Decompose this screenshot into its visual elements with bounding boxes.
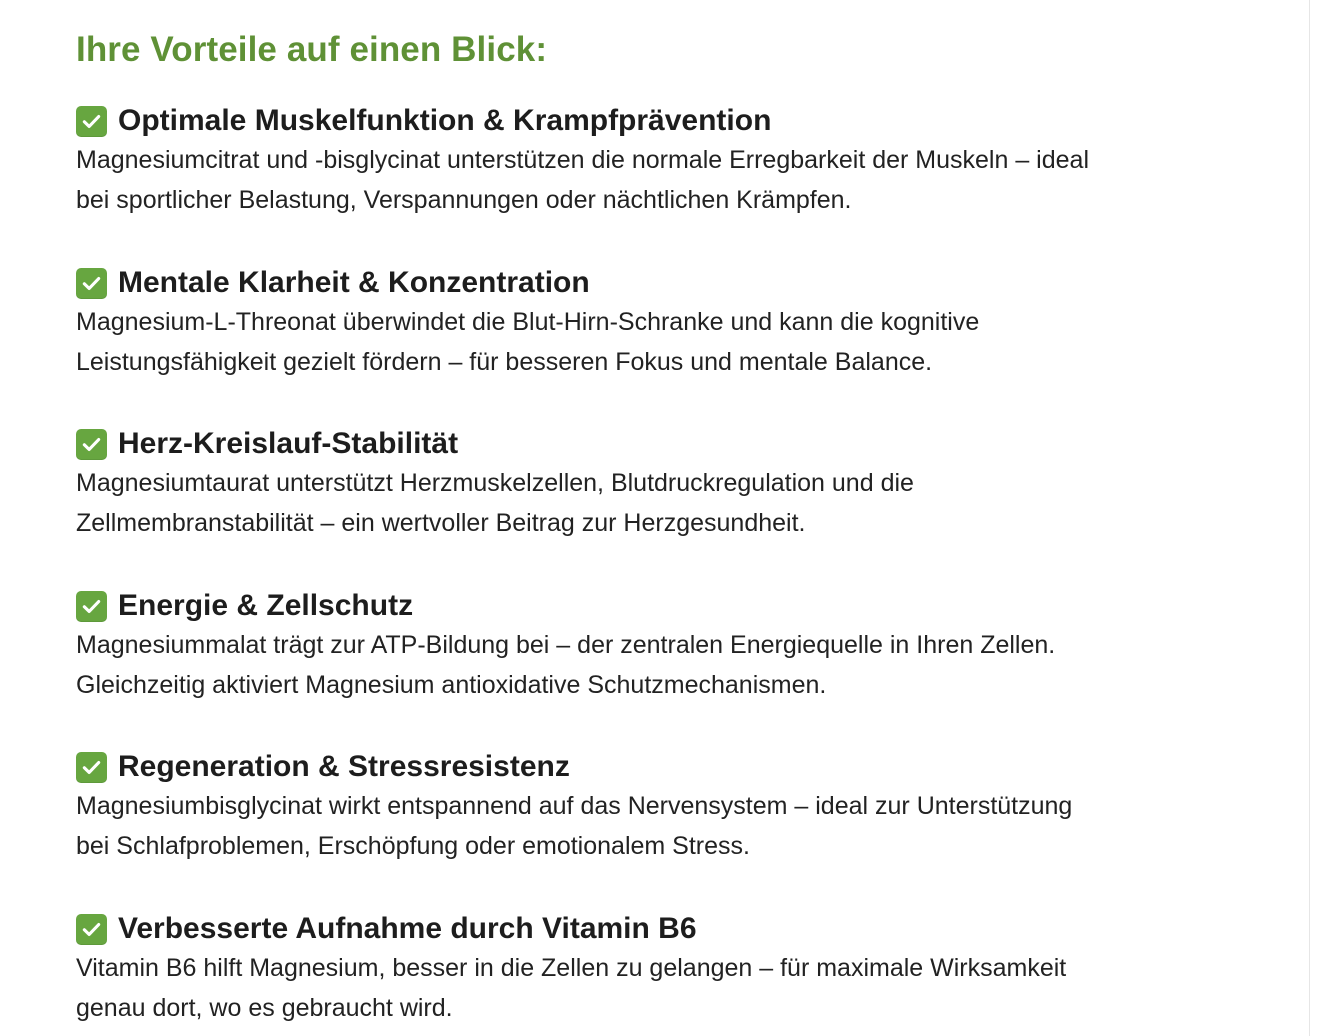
check-mark-icon <box>76 268 107 299</box>
benefit-heading <box>76 909 1236 949</box>
benefit-title: Herz-Kreislauf-Stabilität <box>118 427 459 460</box>
benefit-item-regeneration <box>76 747 1236 866</box>
benefit-description-line: Vitamin B6 hilft Magnesium, besser in die Zellen zu gelangen – für maximale Wirksamkeit <box>76 954 1067 982</box>
benefit-description-line: bei Schlafproblemen, Erschöpfung oder emotionalem Stress. <box>76 831 750 860</box>
benefit-heading <box>76 263 1236 303</box>
benefit-title: Energie & Zellschutz <box>118 589 414 622</box>
check-mark-icon <box>76 106 107 137</box>
benefit-description <box>76 787 1236 866</box>
benefit-title: Regeneration & Stressresistenz <box>118 750 570 783</box>
benefit-item-cardiovascular <box>76 424 1236 543</box>
benefit-description <box>76 626 1236 705</box>
benefit-description-line: Magnesiumtaurat unterstützt Herzmuskelzellen, Blutdruckregulation und die <box>76 469 914 497</box>
benefit-item-vitamin-b6 <box>76 909 1236 1028</box>
benefit-title: Verbesserte Aufnahme durch Vitamin B6 <box>118 912 697 945</box>
benefit-item-mental-clarity <box>76 263 1236 382</box>
benefit-heading <box>76 586 1236 626</box>
page-edge-divider <box>1309 0 1310 1036</box>
benefit-title: Optimale Muskelfunktion & Krampfprävention <box>118 104 772 137</box>
benefit-description-line: bei sportlicher Belastung, Verspannungen oder nächtlichen Krämpfen. <box>76 185 852 214</box>
benefit-description-line: Magnesiumcitrat und -bisglycinat unterstützen die normale Erregbarkeit der Muskeln – ideal <box>76 146 1090 174</box>
benefit-heading <box>76 101 1236 141</box>
benefit-item-energy <box>76 586 1236 705</box>
benefit-description-line: genau dort, wo es gebraucht wird. <box>76 993 453 1022</box>
benefit-description <box>76 303 1236 382</box>
benefit-description-line: Magnesiummalat trägt zur ATP-Bildung bei – der zentralen Energiequelle in Ihren Zellen. <box>76 631 1056 659</box>
check-mark-icon <box>76 591 107 622</box>
benefit-description-line: Magnesiumbisglycinat wirkt entspannend auf das Nervensystem – ideal zur Unterstützung <box>76 792 1073 820</box>
benefit-description-line: Leistungsfähigkeit gezielt fördern – für besseren Fokus und mentale Balance. <box>76 347 933 376</box>
check-mark-icon <box>76 429 107 460</box>
benefit-item-muscle-function <box>76 101 1236 220</box>
benefit-heading <box>76 424 1236 464</box>
benefit-description <box>76 949 1236 1028</box>
benefit-description <box>76 141 1236 220</box>
benefit-description-line: Zellmembranstabilität – ein wertvoller Beitrag zur Herzgesundheit. <box>76 508 806 537</box>
page-title: Ihre Vorteile auf einen Blick: <box>76 30 548 69</box>
benefit-title: Mentale Klarheit & Konzentration <box>118 266 590 299</box>
check-mark-icon <box>76 752 107 783</box>
benefit-description <box>76 464 1236 543</box>
benefit-description-line: Magnesium-L-Threonat überwindet die Blut-Hirn-Schranke und kann die kognitive <box>76 308 980 336</box>
benefit-description-line: Gleichzeitig aktiviert Magnesium antioxidative Schutzmechanismen. <box>76 670 827 699</box>
benefit-heading <box>76 747 1236 787</box>
check-mark-icon <box>76 914 107 945</box>
